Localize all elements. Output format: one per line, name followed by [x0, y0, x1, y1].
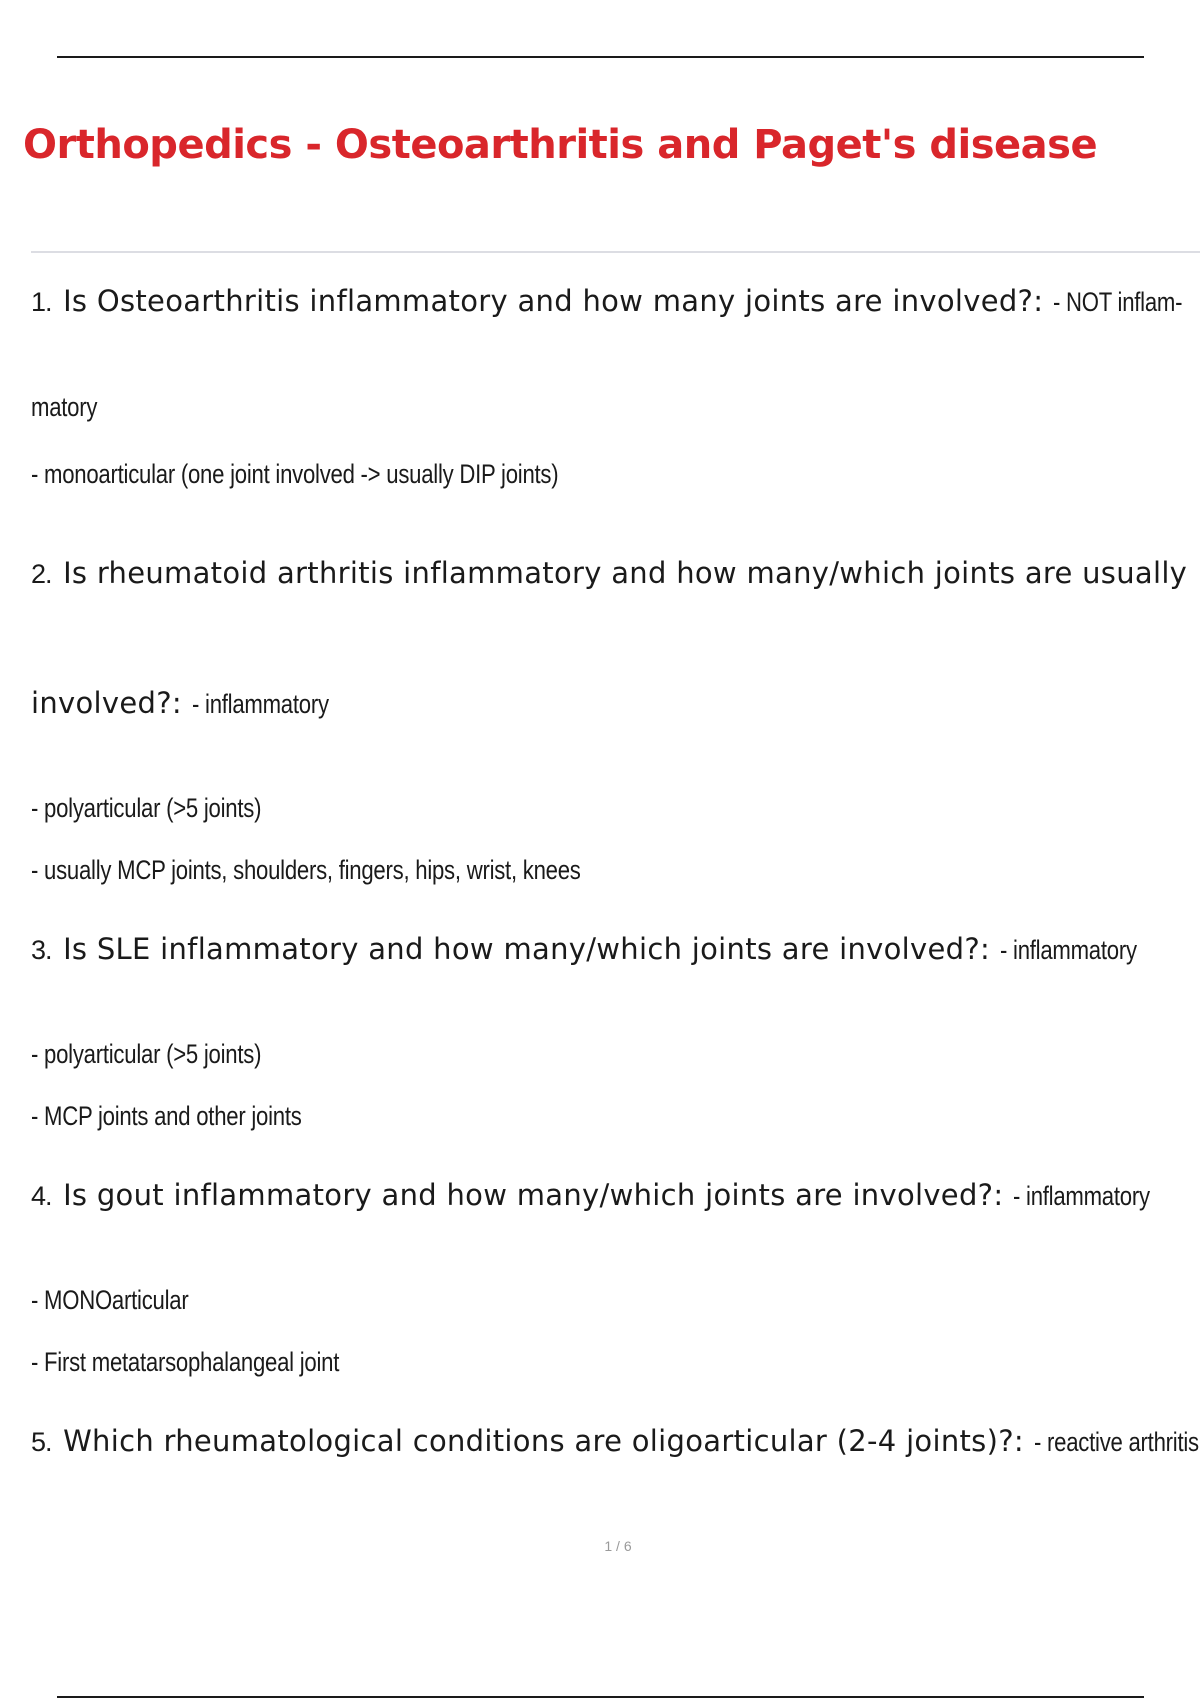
answer-line: - MONOarticular — [31, 1285, 189, 1315]
question-2-continued — [31, 686, 358, 720]
question-text: involved?: — [31, 686, 182, 720]
question-text: Is gout inflammatory and how many/which joints are involved?: — [63, 1178, 1004, 1212]
top-rule — [57, 56, 1144, 58]
question-number: 3. — [31, 935, 52, 965]
answer-line: - monoarticular (one joint involved -> usually DIP joints) — [31, 459, 559, 489]
question-5 — [31, 1424, 1200, 1458]
question-number: 2. — [31, 559, 52, 589]
answer-line: matory — [31, 392, 98, 422]
answer-inline: - inflammatory — [999, 935, 1137, 965]
answer-line: - polyarticular (>5 joints) — [31, 1039, 262, 1069]
answer-line: - MCP joints and other joints — [31, 1101, 302, 1131]
question-number: 1. — [31, 287, 52, 317]
answer-inline: - reactive arthritis — [1033, 1427, 1199, 1457]
answer-line: - First metatarsophalangeal joint — [31, 1347, 340, 1377]
question-3 — [31, 932, 1166, 966]
question-text: Which rheumatological conditions are oligoarticular (2-4 joints)?: — [63, 1424, 1024, 1458]
answer-inline: - inflammatory — [1012, 1181, 1150, 1211]
question-text: Is rheumatoid arthritis inflammatory and how many/which joints are usually — [63, 556, 1188, 590]
question-text: Is Osteoarthritis inflammatory and how many joints are involved?: — [63, 284, 1044, 318]
question-4 — [31, 1178, 1180, 1212]
bottom-rule — [57, 1696, 1144, 1698]
question-2 — [31, 556, 1188, 590]
question-number: 5. — [31, 1427, 52, 1457]
question-number: 4. — [31, 1181, 52, 1211]
answer-line: - polyarticular (>5 joints) — [31, 793, 262, 823]
title-divider — [31, 251, 1200, 253]
question-1 — [31, 284, 1200, 318]
answer-line: - usually MCP joints, shoulders, fingers, hips, wrist, knees — [31, 855, 581, 885]
document-title: Orthopedics - Osteoarthritis and Paget's disease — [23, 122, 1098, 168]
answer-inline: - NOT inflam- — [1052, 287, 1183, 317]
question-text: Is SLE inflammatory and how many/which joints are involved?: — [63, 932, 991, 966]
answer-inline: - inflammatory — [191, 689, 329, 719]
page-indicator: 1 / 6 — [604, 1538, 632, 1554]
